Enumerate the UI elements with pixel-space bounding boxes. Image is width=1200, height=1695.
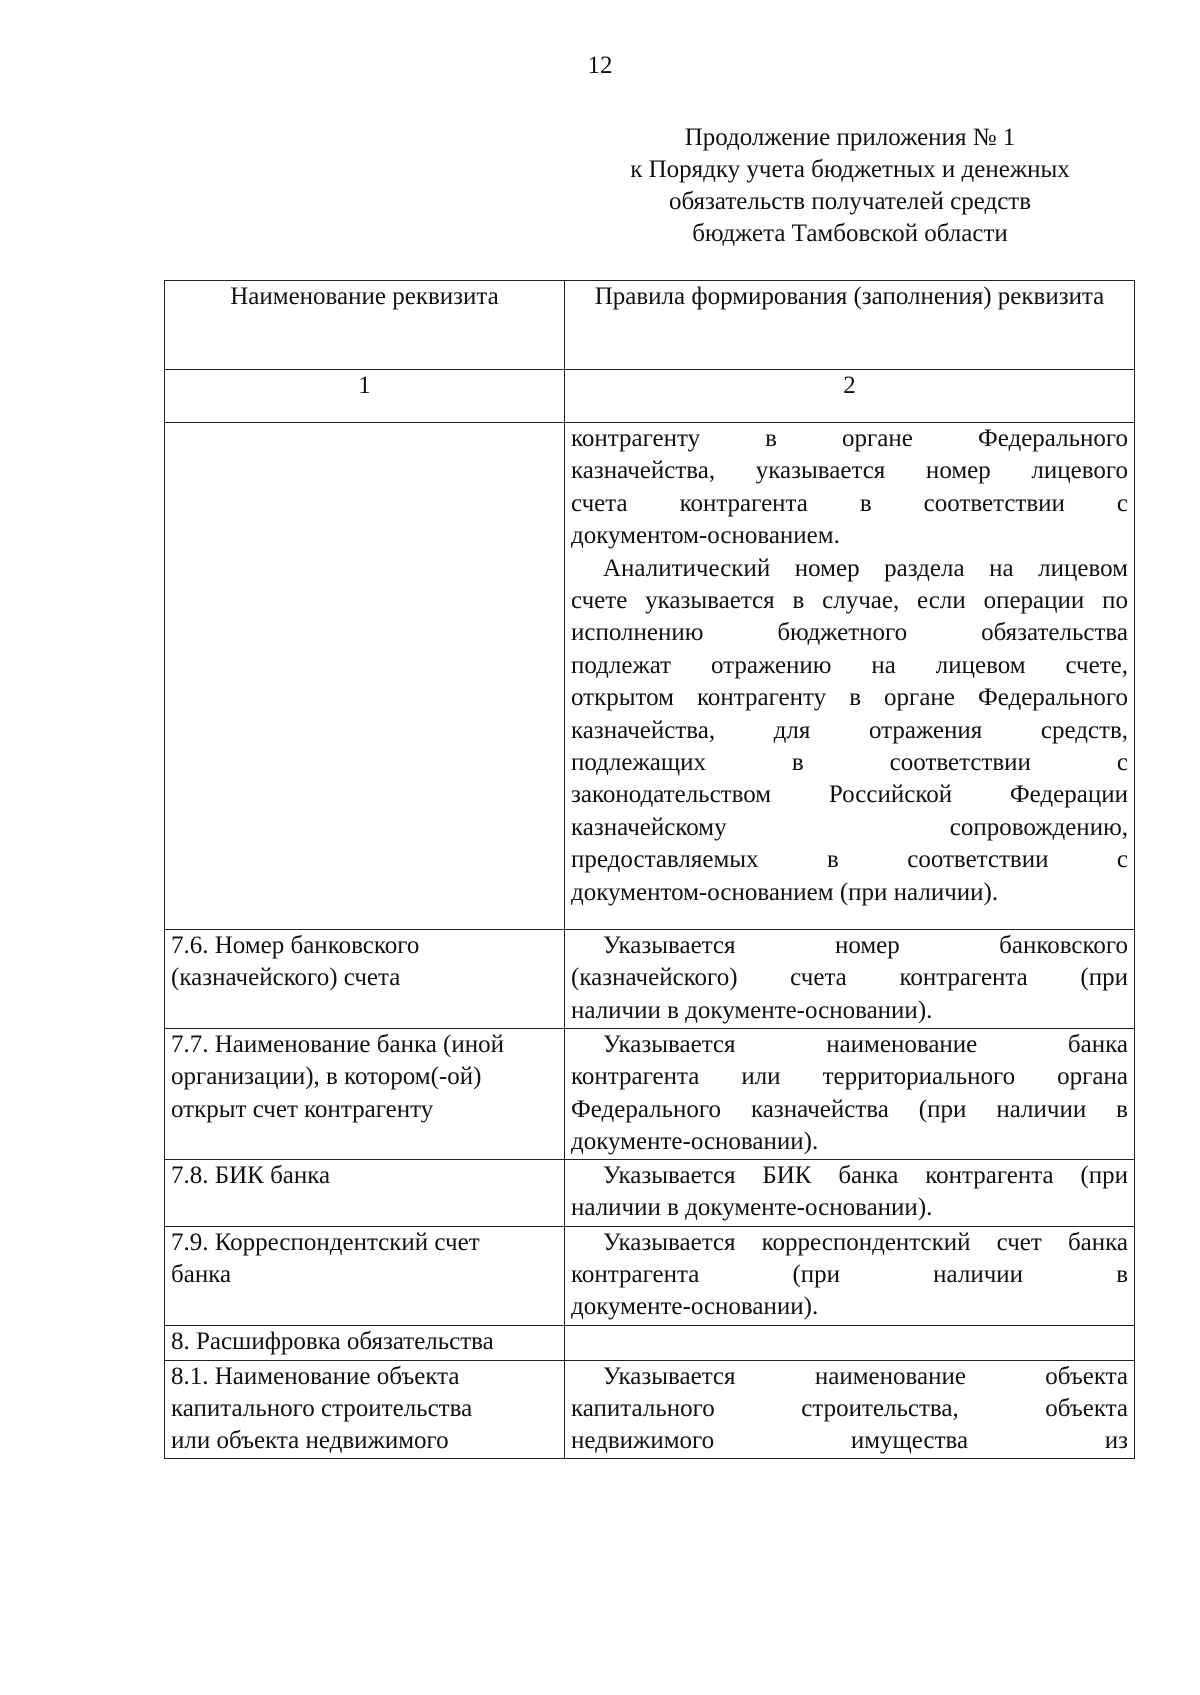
rule-line: Указывается наименование банка [603, 1031, 1128, 1058]
rule-line: Указывается наименование объекта [603, 1362, 1128, 1390]
requisite-name-line: 7.6. Номер банковского [171, 932, 420, 959]
requisite-name-line: (казначейского) счета [171, 964, 401, 992]
header-formation-rules: Правила формирования (заполнения) реквизита [565, 281, 1135, 370]
table-row [165, 1325, 1135, 1360]
requisite-name-line: 7.9. Корреспондентский счет [171, 1228, 480, 1256]
requisite-name-line: 8.1. Наименование объекта [171, 1362, 460, 1390]
appendix-header-line: Продолжение приложения № 1 [684, 124, 1016, 151]
rule-line: подлежащих в соответствии с [571, 749, 1128, 777]
rule-cell [565, 423, 1135, 930]
requisite-name-line: открыт счет контрагенту [171, 1095, 434, 1123]
rule-line: наличии в документе-основании). [571, 1194, 933, 1222]
rule-line: Указывается номер банковского [603, 932, 1128, 959]
rule-line: открытом контрагенту в органе Федерального [571, 684, 1128, 712]
column-number: 2 [565, 370, 1135, 423]
rule-line: подлежат отражению на лицевом счете, [571, 651, 1128, 679]
appendix-header-line: обязательств получателей средств [668, 188, 1032, 215]
rule-line: документе-основании). [571, 1293, 819, 1321]
requisite-name-cell [165, 423, 565, 930]
rule-line: Аналитический номер раздела на лицевом [603, 554, 1128, 582]
rule-line: (казначейского) счета контрагента (при [571, 964, 1128, 992]
column-number: 1 [165, 370, 565, 423]
rule-cell [565, 1159, 1135, 1226]
table-row [165, 1159, 1135, 1226]
requisite-name-cell [165, 1325, 565, 1360]
rule-line: контрагента (при наличии в [571, 1261, 1128, 1289]
rule-line: счете указывается в случае, если операции по [571, 587, 1128, 615]
rule-line: контрагента или территориального органа [571, 1063, 1128, 1091]
rule-cell [565, 930, 1135, 1029]
rule-line: казначейства, для отражения средств, [571, 716, 1128, 744]
table-row [165, 423, 1135, 930]
rule-line: документом-основанием. [571, 522, 840, 550]
rule-line: законодательством Российской Федерации [571, 781, 1128, 809]
column-numbers-row [165, 370, 1135, 423]
requisite-name-line: или объекта недвижимого [171, 1427, 449, 1455]
rule-line: наличии в документе-основании). [571, 996, 933, 1024]
rule-line: Указывается корреспондентский счет банка [603, 1228, 1128, 1256]
requisite-name-cell [165, 930, 565, 1029]
rule-line: предоставляемых в соответствии с [571, 846, 1128, 874]
rule-line: казначейскому сопровождению, [571, 813, 1128, 841]
requisite-name-line: банка [171, 1261, 232, 1289]
requisite-name-line: 7.7. Наименование банка (иной [171, 1031, 505, 1058]
rule-line: недвижимого имущества из [571, 1427, 1128, 1455]
rule-line: казначейства, указывается номер лицевого [571, 457, 1128, 485]
requisite-name-cell [165, 1159, 565, 1226]
requisite-name-cell [165, 1226, 565, 1325]
appendix-header-line: к Порядку учета бюджетных и денежных [630, 156, 1070, 183]
table-row [165, 1360, 1135, 1458]
requisites-table [164, 280, 1135, 1459]
requisite-name-line: капитального строительства [171, 1395, 473, 1423]
header-requisite-name: Наименование реквизита [165, 281, 565, 370]
rule-cell [565, 1360, 1135, 1458]
rule-line: исполнению бюджетного обязательства [571, 619, 1128, 647]
rule-line: Указывается БИК банка контрагента (при [603, 1161, 1128, 1189]
rule-line: документом-основанием (при наличии). [571, 878, 999, 906]
rule-line: Федерального казначейства (при наличии в [571, 1095, 1128, 1123]
table-header-row [165, 281, 1135, 370]
requisite-name-line: 7.8. БИК банка [171, 1161, 331, 1189]
requisite-name-cell [165, 1029, 565, 1160]
appendix-header-line: бюджета Тамбовской области [692, 220, 1008, 247]
table-row [165, 1226, 1135, 1325]
table-row [165, 1029, 1135, 1160]
rule-cell [565, 1029, 1135, 1160]
requisite-name-line: 8. Расшифровка обязательства [171, 1327, 494, 1355]
rule-line: документе-основании). [571, 1128, 819, 1156]
table-row [165, 930, 1135, 1029]
rule-line: счета контрагента в соответствии с [571, 489, 1128, 517]
requisite-name-line: организации), в котором(-ой) [171, 1063, 482, 1091]
rule-line: капитального строительства, объекта [571, 1395, 1128, 1423]
rule-cell [565, 1226, 1135, 1325]
appendix-header [585, 122, 1115, 250]
page-number: 12 [587, 52, 613, 79]
rule-line: контрагенту в органе Федерального [571, 425, 1128, 452]
requisite-name-cell [165, 1360, 565, 1458]
rule-cell [565, 1325, 1135, 1360]
